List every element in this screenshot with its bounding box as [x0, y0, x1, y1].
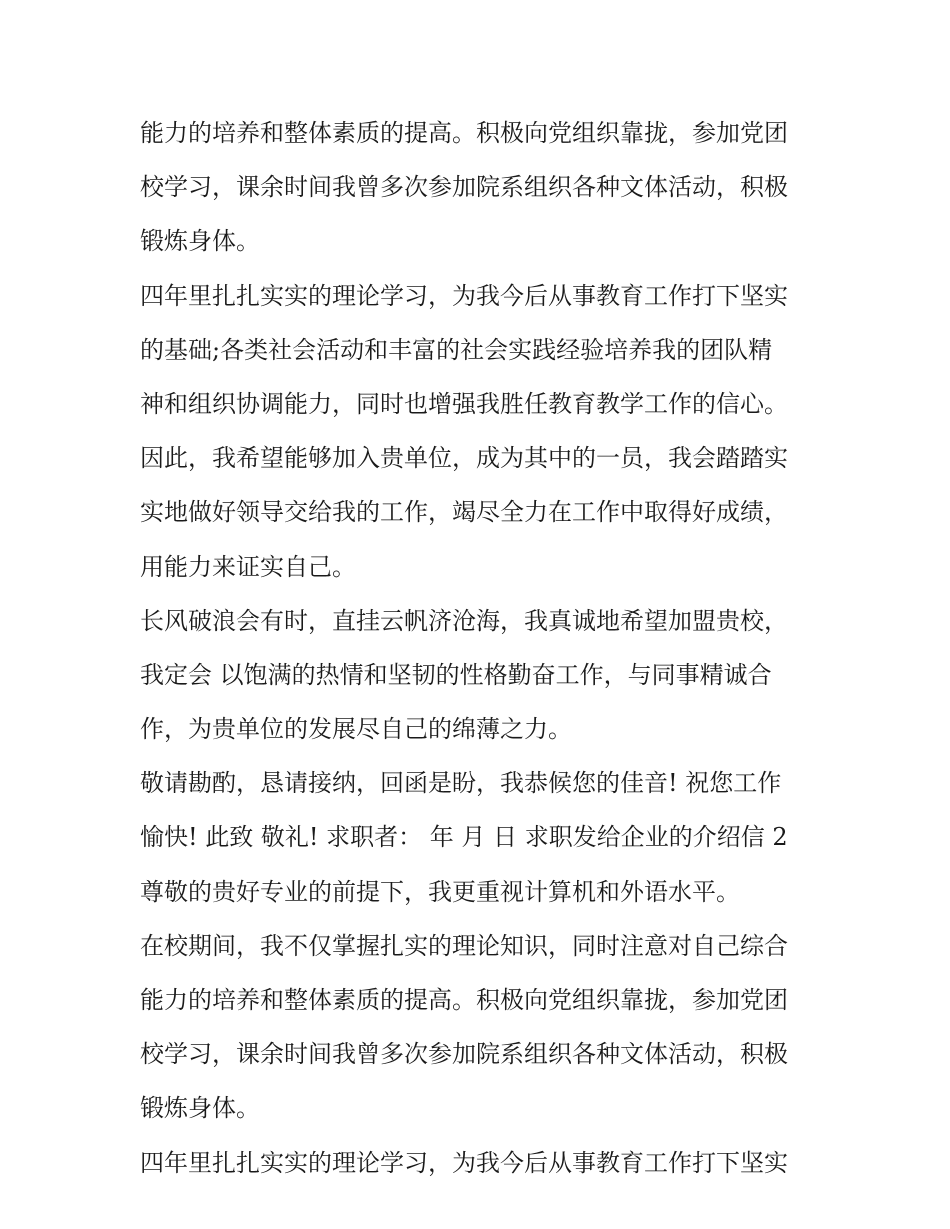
text-line: 尊敬的贵好专业的前提下，我更重视计算机和外语水平。: [140, 877, 740, 906]
text-line: 四年里扎扎实实的理论学习，为我今后从事教育工作打下坚实: [140, 1148, 788, 1177]
text-line: 四年里扎扎实实的理论学习，为我今后从事教育工作打下坚实: [140, 281, 788, 310]
text-line: 愉快! 此致 敬礼! 求职者： 年 月 日 求职发给企业的介绍信 2: [140, 823, 788, 852]
text-line: 校学习，课余时间我曾多次参加院系组织各种文体活动，积极: [140, 1040, 788, 1069]
text-line: 实地做好领导交给我的工作，竭尽全力在工作中取得好成绩，: [140, 498, 788, 527]
text-line: 的基础;各类社会活动和丰富的社会实践经验培养我的团队精: [140, 335, 773, 364]
text-line: 神和组织协调能力，同时也增强我胜任教育教学工作的信心。: [140, 389, 788, 418]
text-line: 校学习，课余时间我曾多次参加院系组织各种文体活动，积极: [140, 173, 788, 202]
text-line: 因此，我希望能够加入贵单位，成为其中的一员，我会踏踏实: [140, 444, 788, 473]
document-body: [140, 106, 820, 1190]
text-line: 敬请勘酌，恳请接纳，回函是盼，我恭候您的佳音! 祝您工作: [140, 769, 782, 798]
text-line: 锻炼身体。: [140, 1094, 260, 1123]
text-line: 长风破浪会有时，直挂云帆济沧海，我真诚地希望加盟贵校，: [140, 606, 788, 635]
text-line: 能力的培养和整体素质的提高。积极向党组织靠拢，参加党团: [140, 119, 788, 147]
text-line: 锻炼身体。: [140, 227, 260, 256]
text-line: 我定会 以饱满的热情和坚韧的性格勤奋工作，与同事精诚合: [140, 660, 772, 689]
text-line: 用能力来证实自己。: [140, 552, 356, 581]
text-line: 能力的培养和整体素质的提高。积极向党组织靠拢，参加党团: [140, 986, 788, 1014]
text-line: 在校期间，我不仅掌握扎实的理论知识，同时注意对自己综合: [140, 931, 788, 960]
text-line: 作，为贵单位的发展尽自己的绵薄之力。: [140, 715, 572, 744]
